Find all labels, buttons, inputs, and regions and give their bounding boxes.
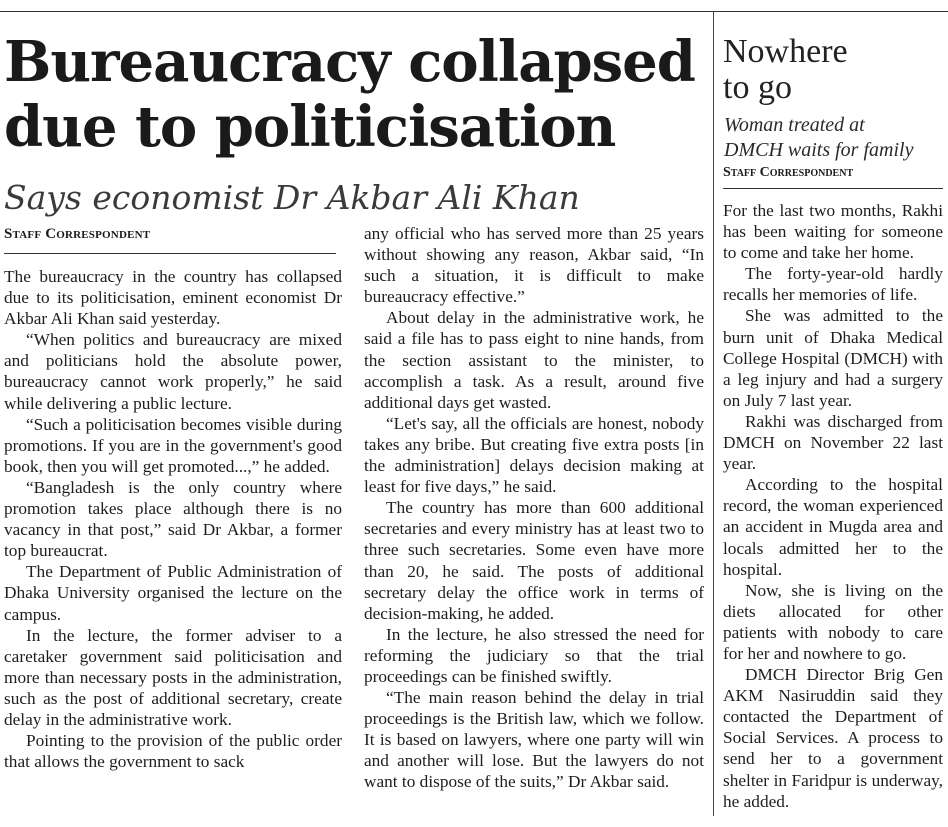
paragraph: “When politics and bureaucracy are mixed and politicians hold the absolute power, bureaucracy cannot work properly,” he said while delivering a public lecture. [4,330,342,413]
main-article-column-1 [4,266,342,772]
sidebar-title-line-1: Nowhere [723,33,848,70]
main-byline: Staff Correspondent [4,226,151,242]
main-headline [4,30,709,160]
sidebar-title-line-2: to go [723,69,792,106]
paragraph: “The main reason behind the delay in trial proceedings is the British law, which we follow. It is based on lawyers, where one party will win and another will lose. But the lawyers do not want to dispose of the suits,” Dr Akbar said. [364,688,704,792]
paragraph: The country has more than 600 additional secretaries and every ministry has at least two to three such secretaries. Some even have more than 20, he said. The posts of additional secretary delay the office work in terms of decision-making, he added. [364,498,704,623]
paragraph: “Bangladesh is the only country where promotion takes place although there is no vacancy in that post,” said Dr Akbar, a former top bureaucrat. [4,477,342,561]
paragraph: For the last two months, Rakhi has been waiting for someone to come and take her home. [723,201,943,263]
sidebar-byline: Staff Correspondent [723,165,854,180]
top-rule [0,11,948,12]
headline-line-2: due to politicisation [4,94,616,160]
paragraph: In the lecture, he also stressed the need for reforming the judiciary so that the trial proceedings can be finished swiftly. [364,624,704,686]
main-subheadline: Says economist Dr Akbar Ali Khan [4,178,580,217]
paragraph: The forty-year-old hardly recalls her memories of life. [723,264,943,305]
paragraph: The Department of Public Administration of Dhaka University organised the lecture on the campus. [4,562,342,624]
sidebar-subtitle-line-2: DMCH waits for family [724,139,914,161]
paragraph: In the lecture, the former adviser to a caretaker government said politicisation and more than necessary posts in the administration, such as the post of additional secretary, create delay in the administrative work. [4,625,342,729]
paragraph: Rakhi was discharged from DMCH on November 22 last year. [723,411,943,474]
paragraph: Now, she is living on the diets allocated for other patients with nobody to care for her and nowhere to go. [723,580,943,663]
paragraph: According to the hospital record, the woman experienced an accident in Mugda area and locals admitted her to the hospital. [723,475,943,579]
sidebar-article-body [723,200,943,812]
sidebar-byline-rule [723,188,943,189]
paragraph: “Such a politicisation becomes visible during promotions. If you are in the government's good book, then you will get promoted...,” he added. [4,414,342,476]
sidebar-subtitle-line-1: Woman treated at [724,114,865,136]
sidebar-subtitle [724,113,913,163]
headline-line-1: Bureaucracy collapsed [4,29,695,95]
paragraph: Pointing to the provision of the public order that allows the government to sack [4,731,342,772]
main-article-column-2 [364,223,704,793]
paragraph: She was admitted to the burn unit of Dhaka Medical College Hospital (DMCH) with a leg injury and had a surgery on July 7 last year. [723,306,943,410]
byline-rule [4,253,336,254]
paragraph: DMCH Director Brig Gen AKM Nasiruddin said they contacted the Department of Social Services. A process to send her to a government shelter in Faridpur is underway, he added. [723,665,943,811]
paragraph: “Let's say, all the officials are honest, nobody takes any bribe. But creating five extra posts [in the administration] delays decision making at least for five days,” he said. [364,413,704,497]
paragraph: The bureaucracy in the country has collapsed due to its politicisation, eminent economist Dr Akbar Ali Khan said yesterday. [4,267,342,329]
column-divider [713,11,714,816]
paragraph: About delay in the administrative work, he said a file has to pass eight to nine hands, from the section assistant to the minister, to accomplish a task. As a result, around five additional days get wasted. [364,308,704,412]
sidebar-title [723,34,848,106]
paragraph: any official who has served more than 25 years without showing any reason, Akbar said, “In such a situation, it is difficult to make bureaucracy effective.” [364,224,704,307]
